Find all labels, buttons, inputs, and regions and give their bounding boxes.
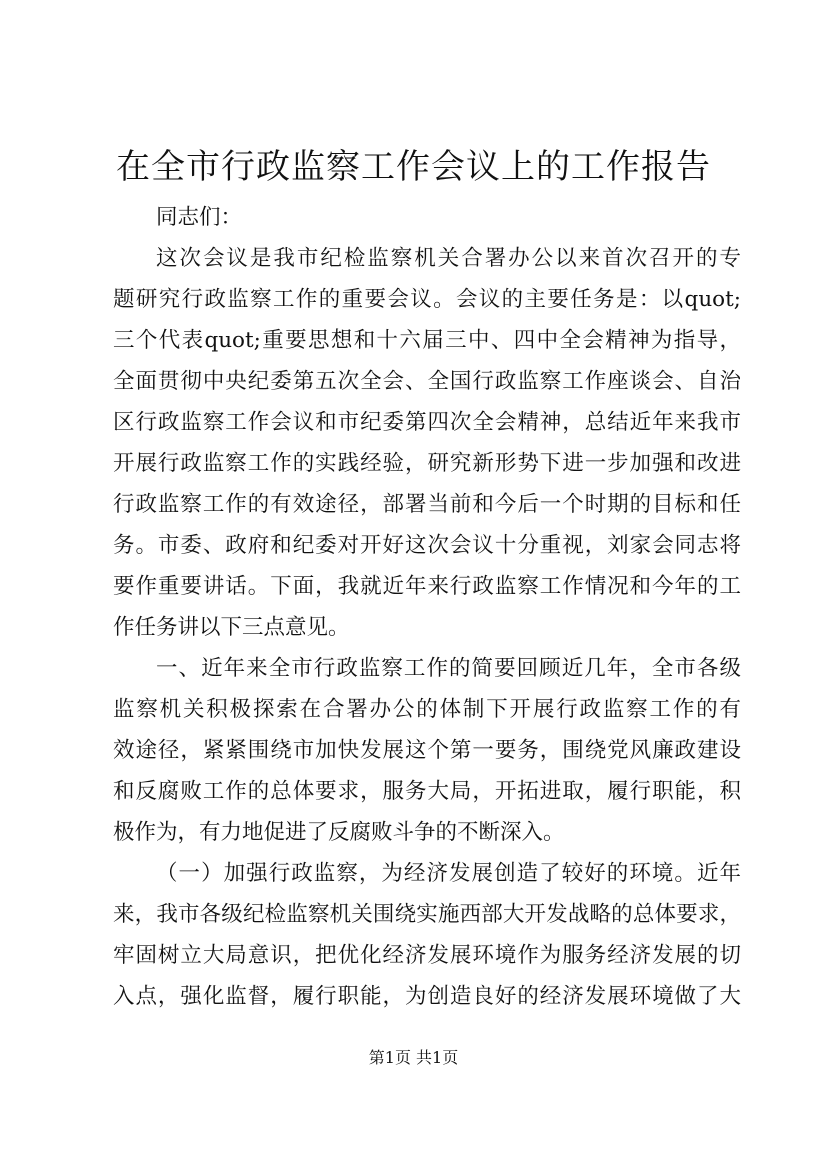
paragraph-line: 极作为，有力地促进了反腐败斗争的不断深入。: [113, 820, 565, 845]
document-title: 在全市行政监察工作会议上的工作报告: [116, 147, 711, 187]
paragraph-line: 监察机关积极探索在合署办公的体制下开展行政监察工作的有: [113, 697, 741, 722]
paragraph-line: 区行政监察工作会议和市纪委第四次全会精神，总结近年来我市: [113, 410, 741, 435]
paragraph-line: 这次会议是我市纪检监察机关合署办公以来首次召开的专: [156, 246, 741, 271]
paragraph-line: 题研究行政监察工作的重要会议。会议的主要任务是：以quot;: [113, 287, 741, 312]
paragraph-line: 要作重要讲话。下面，我就近年来行政监察工作情况和今年的工: [113, 574, 741, 599]
paragraph-line: 全面贯彻中央纪委第五次全会、全国行政监察工作座谈会、自治: [113, 369, 741, 394]
paragraph-line: 开展行政监察工作的实践经验，研究新形势下进一步加强和改进: [113, 451, 741, 476]
paragraph-line: 入点，强化监督，履行职能，为创造良好的经济发展环境做了大: [113, 984, 741, 1009]
paragraph-line: 牢固树立大局意识，把优化经济发展环境作为服务经济发展的切: [113, 943, 741, 968]
page-number-footer: 第1页 共1页: [368, 1048, 459, 1067]
paragraph-line: 和反腐败工作的总体要求，服务大局，开拓进取，履行职能，积: [113, 779, 741, 804]
paragraph-line: （一）加强行政监察，为经济发展创造了较好的环境。近年: [156, 861, 741, 886]
paragraph-line: 效途径，紧紧围绕市加快发展这个第一要务，围绕党风廉政建设: [113, 738, 741, 763]
document-body: [113, 197, 741, 1017]
paragraph-line: 来，我市各级纪检监察机关围绕实施西部大开发战略的总体要求，: [113, 902, 741, 927]
salutation: 同志们：: [156, 205, 243, 230]
paragraph-line: 作任务讲以下三点意见。: [113, 615, 350, 640]
paragraph-line: 行政监察工作的有效途径，部署当前和今后一个时期的目标和任: [113, 492, 741, 517]
paragraph-line: 一、近年来全市行政监察工作的简要回顾近几年，全市各级: [156, 656, 741, 681]
paragraph-line: 务。市委、政府和纪委对开好这次会议十分重视，刘家会同志将: [113, 533, 741, 558]
paragraph-line: 三个代表quot;重要思想和十六届三中、四中全会精神为指导，: [113, 328, 741, 353]
